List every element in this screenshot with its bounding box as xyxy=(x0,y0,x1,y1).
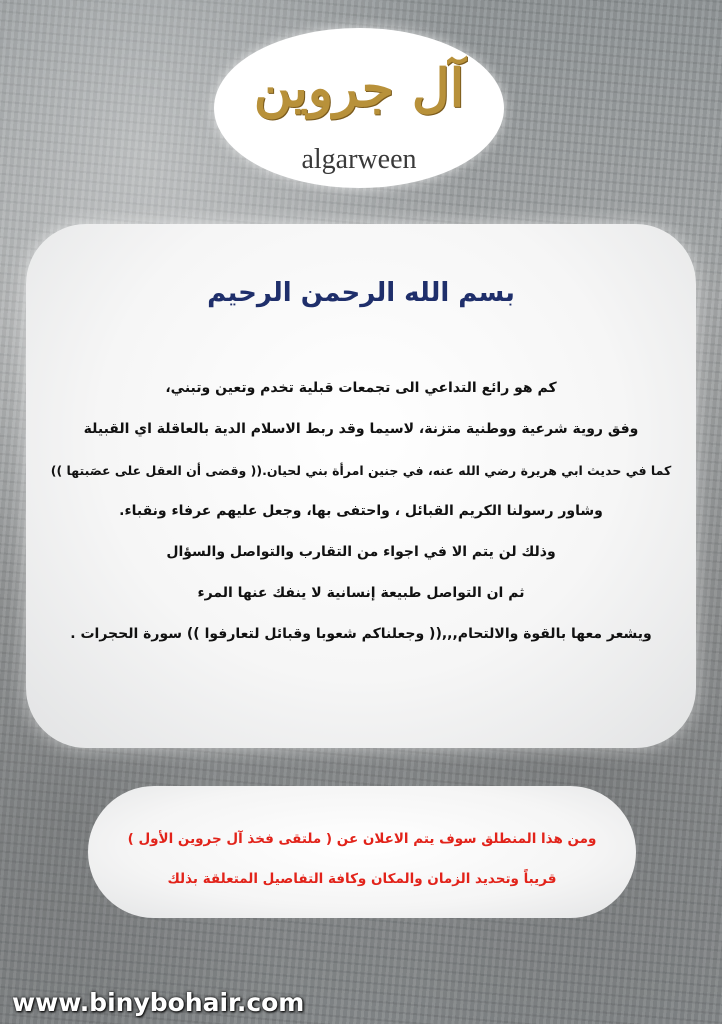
message-line: وشاور رسولنا الكريم القبائل ، واحتفى بها، وجعل عليهم عرفاء ونقباء. xyxy=(119,503,603,519)
site-watermark: www.binybohair.com xyxy=(12,988,305,1017)
announcement-line: قريباً وتحديد الزمان والمكان وكافة التفاصيل المتعلقة بذلك xyxy=(167,871,557,887)
message-card xyxy=(26,224,696,748)
announcement-card xyxy=(88,786,636,918)
message-body xyxy=(40,368,682,655)
logo-english-text: algarween xyxy=(301,144,417,175)
message-line: وفق روية شرعية ووطنية متزنة، لاسيما وقد ربط الاسلام الدية بالعاقلة اي القبيلة xyxy=(83,421,639,437)
announcement-body xyxy=(98,824,626,904)
logo-badge xyxy=(214,28,504,188)
announcement-line: ومن هذا المنطلق سوف يتم الاعلان عن ( ملتقى فخذ آل جروين الأول ) xyxy=(127,831,597,847)
message-line: وذلك لن يتم الا في اجواء من التقارب والتواصل والسؤال xyxy=(166,544,556,560)
message-line: ثم ان التواصل طبيعة إنسانية لا ينفك عنها المرء xyxy=(197,585,525,601)
message-line: كم هو رائع التداعي الى تجمعات قبلية تخدم وتعين وتبني، xyxy=(165,380,557,396)
message-line: كما في حديث ابي هريرة رضي الله عنه، في جنين امرأة بني لحيان.(( وقضى أن العقل على عصَبتها )) xyxy=(50,463,672,478)
basmala-heading: بسم الله الرحمن الرحيم xyxy=(207,278,515,308)
logo-arabic-text: آل جروين xyxy=(253,58,465,119)
message-line: ويشعر معها بالقوة والالتحام,,,(( وجعلناكم شعوبا وقبائل لتعارفوا )) سورة الحجرات . xyxy=(70,626,652,642)
